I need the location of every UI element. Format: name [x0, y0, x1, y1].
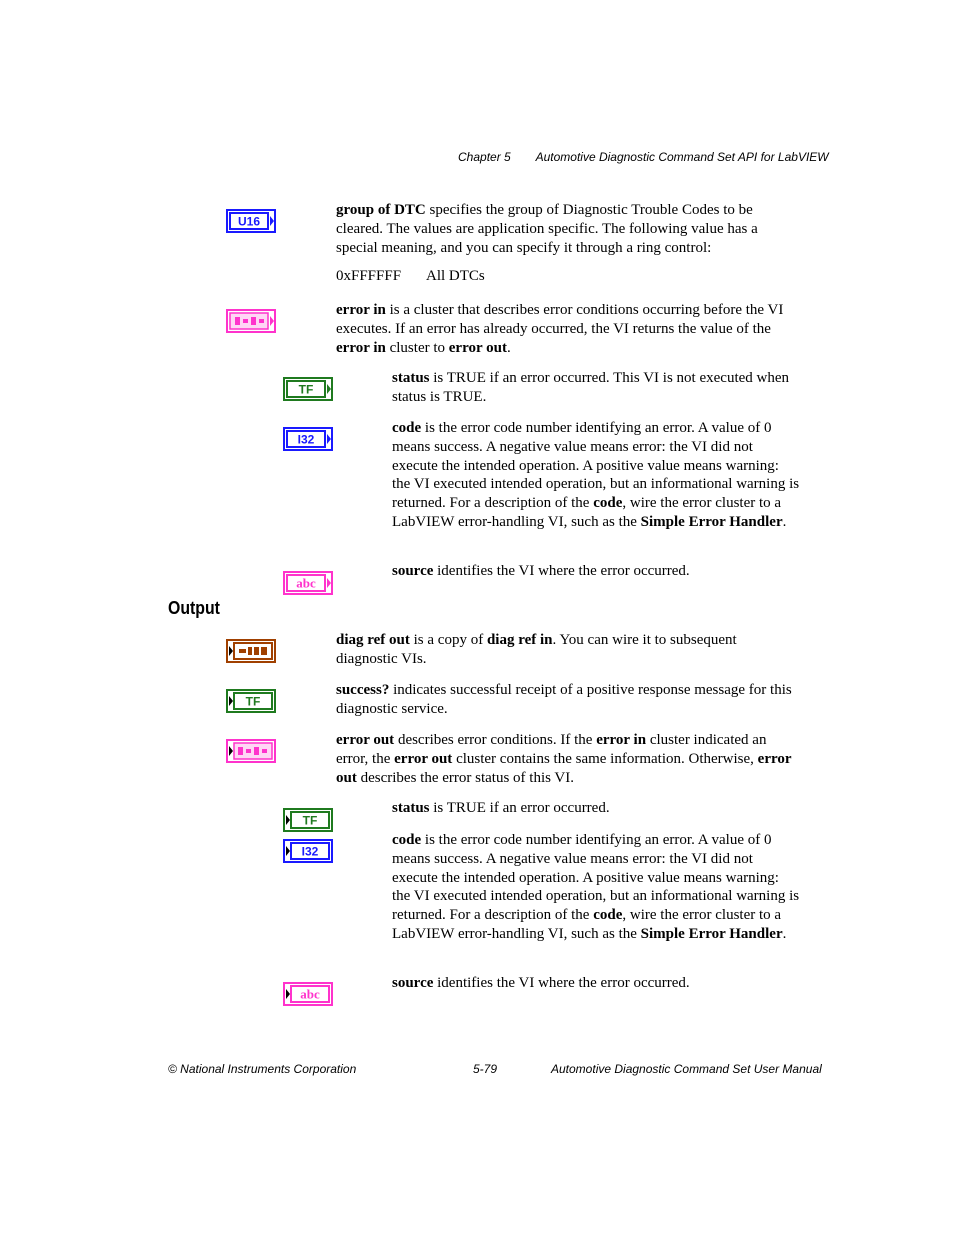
error-out-description: error out describes error conditions. If the error in cluster indicated an error, the error out cluster contains the same information. Otherwise, error out describes the error status of this VI.: [336, 732, 792, 786]
svg-text:abc: abc: [296, 575, 316, 591]
ring-value-row: [336, 268, 485, 285]
boolean-terminal-icon: [226, 689, 276, 713]
svg-text:TF: TF: [245, 694, 261, 709]
svg-text:I32: I32: [297, 432, 315, 447]
code-out-description: code is the error code number identifying an error. A value of 0 means success. A negative value means error: the VI did not execute the intended operation. A positive value means warning: the VI executed intended operation, but an informational warning is returned. For a description of the code, wire the error cluster to a LabVIEW error-handling VI, such as the Simple Error Handler.: [392, 832, 800, 942]
source-in-description: source identifies the VI where the error occurred.: [392, 563, 690, 579]
svg-text:abc: abc: [300, 986, 320, 1002]
error-in-description: error in is a cluster that describes error conditions occurring before the VI executes. If an error has already occurred, the VI returns the value of the error in cluster to error out.: [336, 302, 784, 356]
source-out-description: source identifies the VI where the error occurred.: [392, 975, 690, 991]
string-terminal-icon: [283, 571, 333, 595]
diag-ref-out-description: diag ref out is a copy of diag ref in. You can wire it to subsequent diagnostic VIs.: [336, 632, 737, 667]
string-terminal-icon: [283, 982, 333, 1006]
ring-value: 0xFFFFFF: [336, 268, 402, 284]
status-in-description: status is TRUE if an error occurred. This VI is not executed when status is TRUE.: [392, 370, 790, 405]
svg-text:U16: U16: [237, 214, 261, 229]
svg-text:I32: I32: [301, 844, 319, 859]
status-out-description: status is TRUE if an error occurred.: [392, 800, 610, 816]
page-header: [458, 150, 829, 164]
svg-text:TF: TF: [302, 813, 318, 828]
output-heading: Output: [168, 598, 220, 618]
footer-page-number: 5-79: [473, 1062, 498, 1076]
i32-numeric-terminal-icon: [283, 839, 333, 863]
success-description: success? indicates successful receipt of a positive response message for this diagnostic service.: [336, 682, 792, 717]
header-chapter: Chapter 5: [458, 150, 511, 164]
footer-copyright: © National Instruments Corporation: [168, 1062, 357, 1076]
header-title: Automotive Diagnostic Command Set API for LabVIEW: [535, 150, 829, 164]
group-of-dtc-description: group of DTC specifies the group of Diagnostic Trouble Codes to be cleared. The values are application specific. The following value has a special meaning, and you can specify it through a ring control:: [336, 202, 758, 256]
refnum-terminal-icon: [226, 639, 276, 663]
u16-numeric-terminal-icon: [226, 209, 276, 233]
footer-manual-title: Automotive Diagnostic Command Set User Manual: [551, 1062, 822, 1076]
error-cluster-icon: [226, 309, 276, 333]
boolean-terminal-icon: [283, 377, 333, 401]
i32-numeric-terminal-icon: [283, 427, 333, 451]
boolean-terminal-icon: [283, 808, 333, 832]
code-in-description: code is the error code number identifying an error. A value of 0 means success. A negative value means error: the VI did not execute the intended operation. A positive value means warning: the VI executed intended operation, but an informational warning is returned. For a description of the code, wire the error cluster to a LabVIEW error-handling VI, such as the Simple Error Handler.: [392, 420, 800, 530]
svg-text:TF: TF: [298, 382, 314, 397]
error-cluster-icon: [226, 739, 276, 763]
ring-value-meaning: All DTCs: [426, 268, 485, 284]
